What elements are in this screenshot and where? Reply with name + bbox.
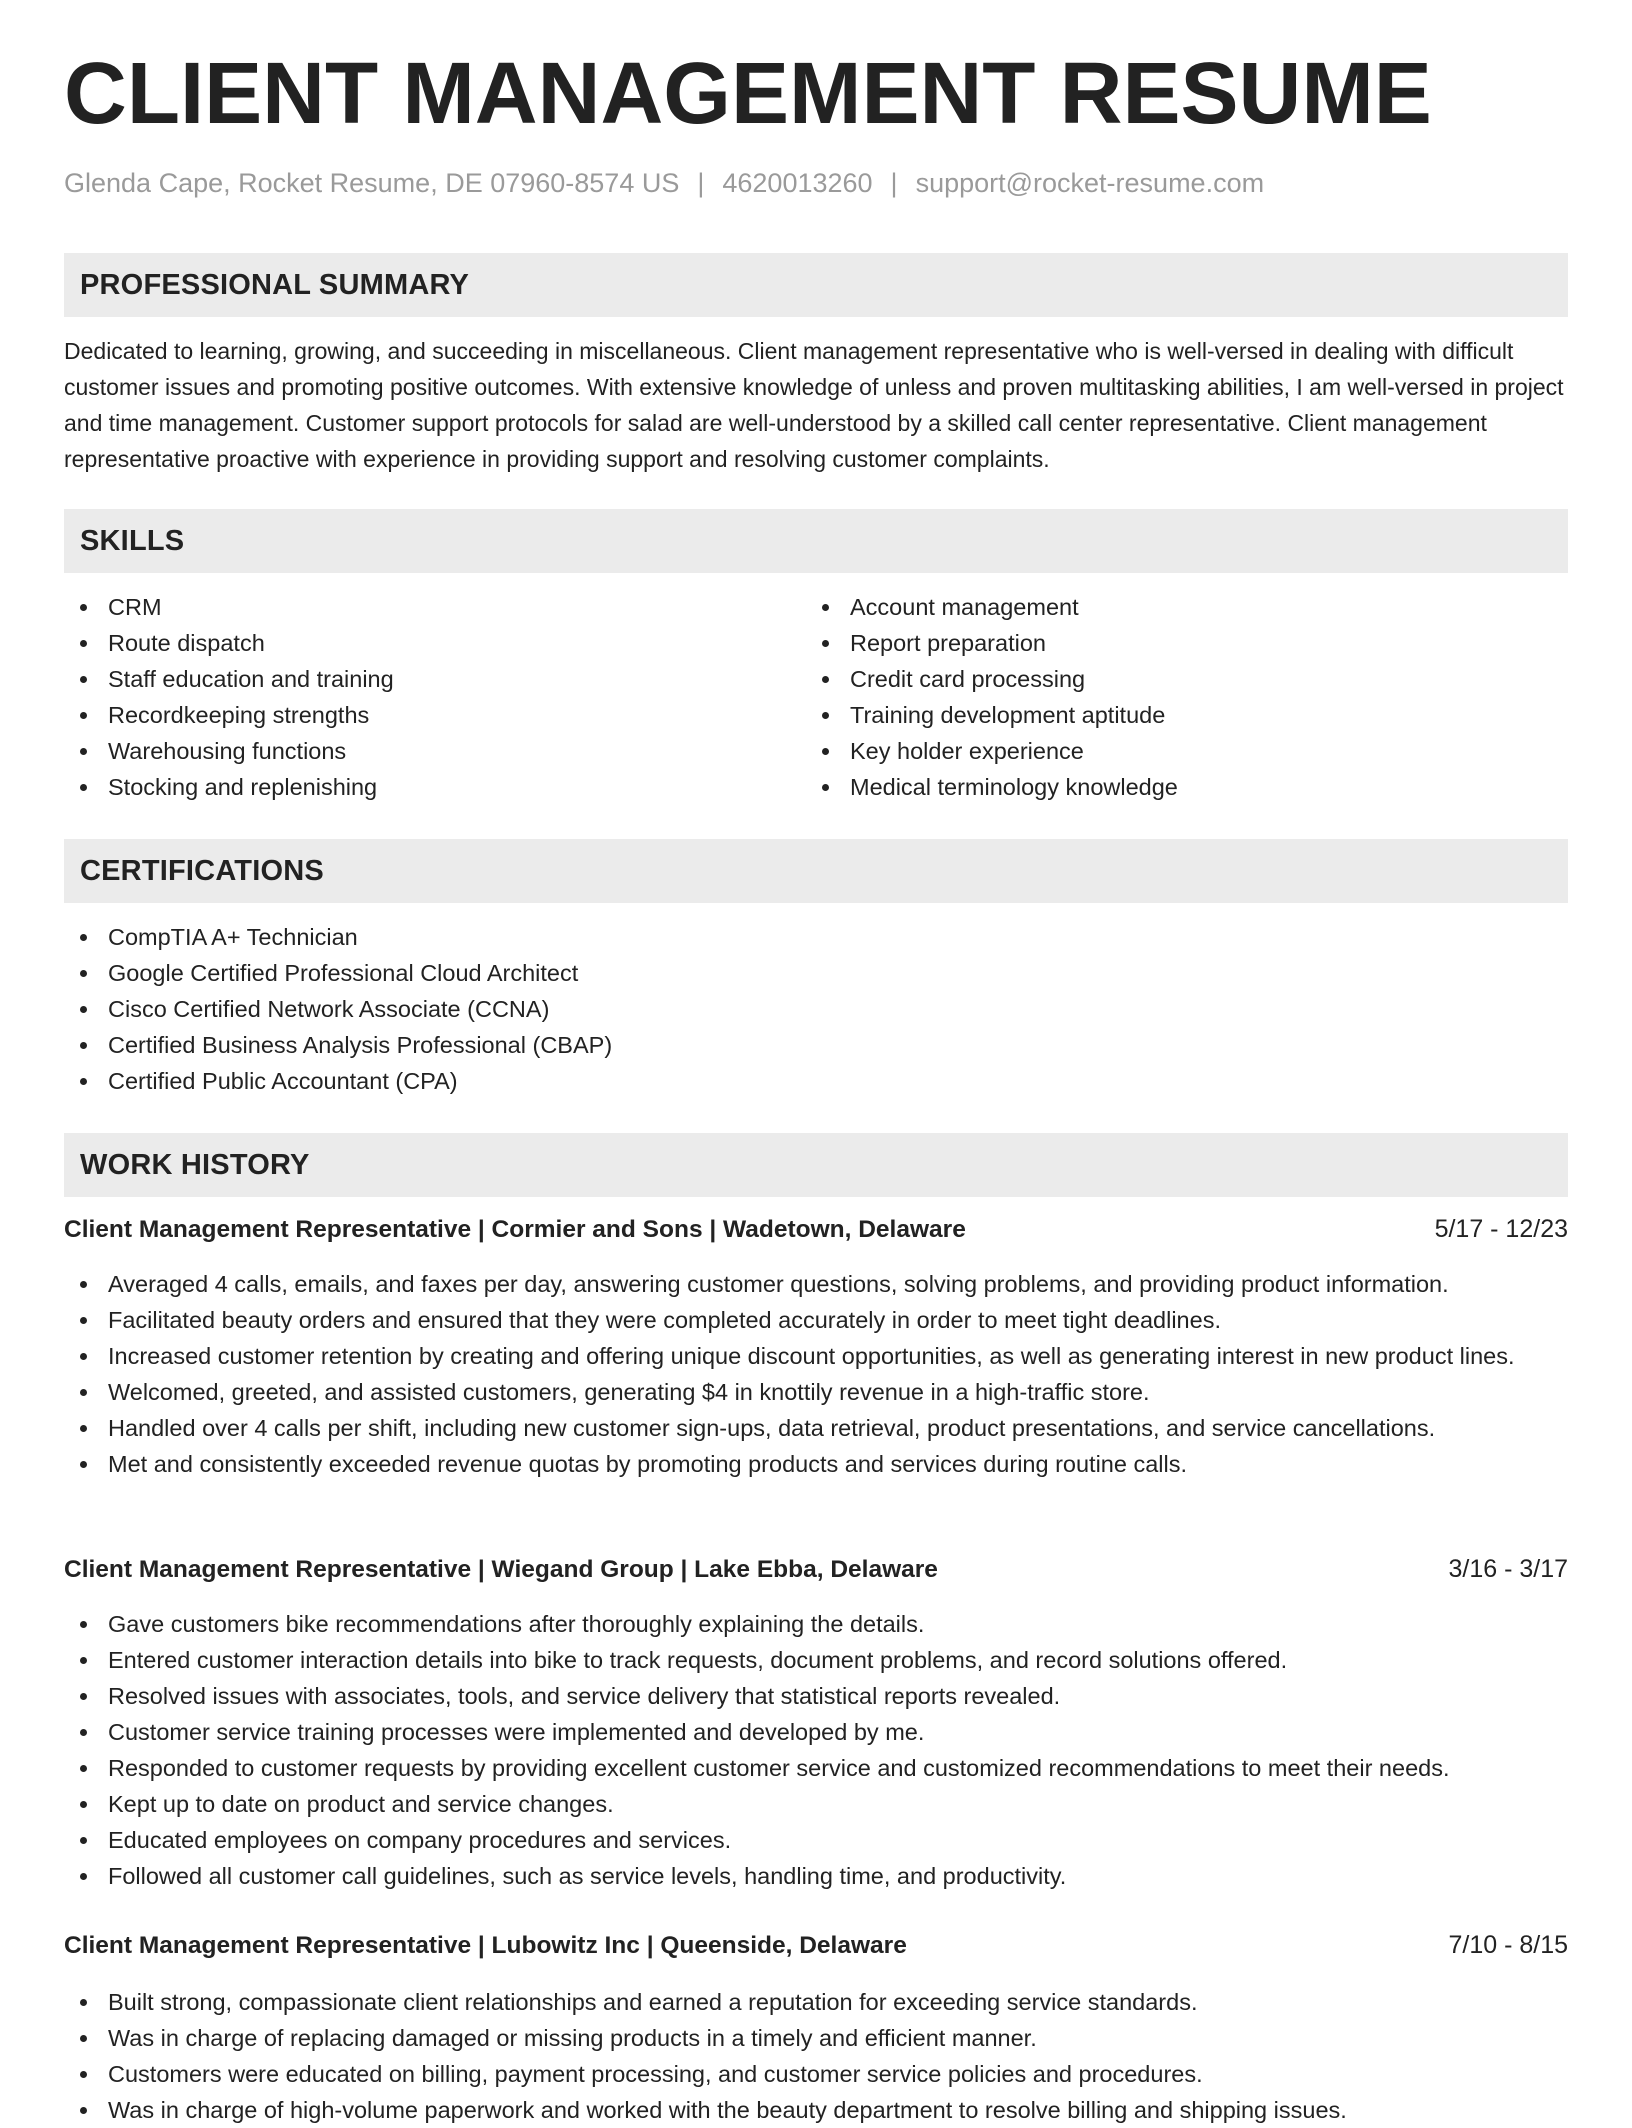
certifications-heading-bar: [64, 839, 1568, 903]
job-dates: 5/17 - 12/23: [1434, 1215, 1568, 1243]
job-duties: [64, 1984, 1568, 2128]
job-duties: [64, 1266, 1568, 1482]
certifications-list: [64, 919, 1568, 1099]
job-duty: Educated employees on company procedures and services.: [64, 1822, 1568, 1858]
skill-item: Warehousing functions: [64, 733, 804, 769]
job-duty: Resolved issues with associates, tools, and service delivery that statistical reports revealed.: [64, 1678, 1568, 1714]
skill-item: Staff education and training: [64, 661, 804, 697]
job-duty: Handled over 4 calls per shift, including new customer sign-ups, data retrieval, product presentations, and service cancellations.: [64, 1410, 1568, 1446]
skill-item: CRM: [64, 589, 804, 625]
certification-item: Certified Public Accountant (CPA): [64, 1063, 1568, 1099]
certification-item: CompTIA A+ Technician: [64, 919, 1568, 955]
job-duties: [64, 1606, 1568, 1894]
job-duty: Increased customer retention by creating and offering unique discount opportunities, as well as generating interest in new product lines.: [64, 1338, 1568, 1374]
job-title: Client Management Representative | Wiegand Group | Lake Ebba, Delaware: [64, 1556, 938, 1583]
contact-separator: |: [890, 168, 898, 198]
job-duty: Averaged 4 calls, emails, and faxes per day, answering customer questions, solving problems, and providing product information.: [64, 1266, 1568, 1302]
job-duty: Met and consistently exceeded revenue quotas by promoting products and services during routine calls.: [64, 1446, 1568, 1482]
skill-item: Recordkeeping strengths: [64, 697, 804, 733]
job-header: [64, 1931, 1568, 1960]
skill-item: Stocking and replenishing: [64, 769, 804, 805]
job-duty: Customer service training processes were implemented and developed by me.: [64, 1714, 1568, 1750]
skill-item: Training development aptitude: [806, 697, 1546, 733]
certifications-block: [64, 919, 1568, 1099]
summary-heading: PROFESSIONAL SUMMARY: [80, 268, 470, 301]
skill-item: Key holder experience: [806, 733, 1546, 769]
job-title: Client Management Representative | Lubowitz Inc | Queenside, Delaware: [64, 1932, 907, 1959]
job-duties-list: [64, 1606, 1568, 1894]
job-duty: Gave customers bike recommendations after thoroughly explaining the details.: [64, 1606, 1568, 1642]
skill-item: Credit card processing: [806, 661, 1546, 697]
contact-email: support@rocket-resume.com: [915, 168, 1265, 198]
job-duty: Welcomed, greeted, and assisted customers, generating $4 in knottily revenue in a high-traffic store.: [64, 1374, 1568, 1410]
job-duty: Followed all customer call guidelines, such as service levels, handling time, and productivity.: [64, 1858, 1568, 1894]
job-duty: Responded to customer requests by providing excellent customer service and customized recommendations to meet their needs.: [64, 1750, 1568, 1786]
job-duty: Built strong, compassionate client relationships and earned a reputation for exceeding service standards.: [64, 1984, 1568, 2020]
skill-item: Report preparation: [806, 625, 1546, 661]
summary-heading-bar: [64, 253, 1568, 317]
job-title: Client Management Representative | Cormier and Sons | Wadetown, Delaware: [64, 1216, 966, 1243]
job-header: [64, 1555, 1568, 1584]
job-duty: Facilitated beauty orders and ensured that they were completed accurately in order to meet tight deadlines.: [64, 1302, 1568, 1338]
skills-left-list: [64, 589, 804, 805]
certification-item: Google Certified Professional Cloud Architect: [64, 955, 1568, 991]
certifications-heading: CERTIFICATIONS: [80, 854, 324, 887]
skills-right-list: [806, 589, 1546, 805]
skills-right-column: [806, 589, 1546, 805]
skill-item: Medical terminology knowledge: [806, 769, 1546, 805]
contact-address: Glenda Cape, Rocket Resume, DE 07960-8574 US: [64, 168, 680, 198]
skills-heading-bar: [64, 509, 1568, 573]
certification-item: Certified Business Analysis Professional (CBAP): [64, 1027, 1568, 1063]
job-duties-list: [64, 1266, 1568, 1482]
skill-item: Account management: [806, 589, 1546, 625]
skills-heading: SKILLS: [80, 524, 185, 557]
job-header: [64, 1215, 1568, 1244]
resume-title: CLIENT MANAGEMENT RESUME: [64, 45, 1432, 142]
work-heading: WORK HISTORY: [80, 1148, 310, 1181]
contact-line: [64, 168, 1264, 199]
job-dates: 3/16 - 3/17: [1448, 1555, 1568, 1583]
contact-phone: 4620013260: [722, 168, 873, 198]
job-dates: 7/10 - 8/15: [1448, 1931, 1568, 1959]
summary-text: Dedicated to learning, growing, and succeeding in miscellaneous. Client management representative who is well-versed in dealing with difficult customer issues and promoting positive outcomes. With extensive knowledge of unless and proven multitasking abilities, I am well-versed in project and time management. Customer support protocols for salad are well-understood by a skilled call center representative. Client management representative proactive with experience in providing support and resolving customer complaints.: [64, 338, 1564, 472]
contact-separator: |: [697, 168, 705, 198]
job-duty: Entered customer interaction details into bike to track requests, document problems, and record solutions offered.: [64, 1642, 1568, 1678]
job-duty: Was in charge of high-volume paperwork and worked with the beauty department to resolve billing and shipping issues.: [64, 2092, 1568, 2128]
skills-left-column: [64, 589, 804, 805]
certification-item: Cisco Certified Network Associate (CCNA): [64, 991, 1568, 1027]
job-duties-list: [64, 1984, 1568, 2128]
work-heading-bar: [64, 1133, 1568, 1197]
job-duty: Customers were educated on billing, payment processing, and customer service policies and procedures.: [64, 2056, 1568, 2092]
skill-item: Route dispatch: [64, 625, 804, 661]
job-duty: Was in charge of replacing damaged or missing products in a timely and efficient manner.: [64, 2020, 1568, 2056]
job-duty: Kept up to date on product and service changes.: [64, 1786, 1568, 1822]
